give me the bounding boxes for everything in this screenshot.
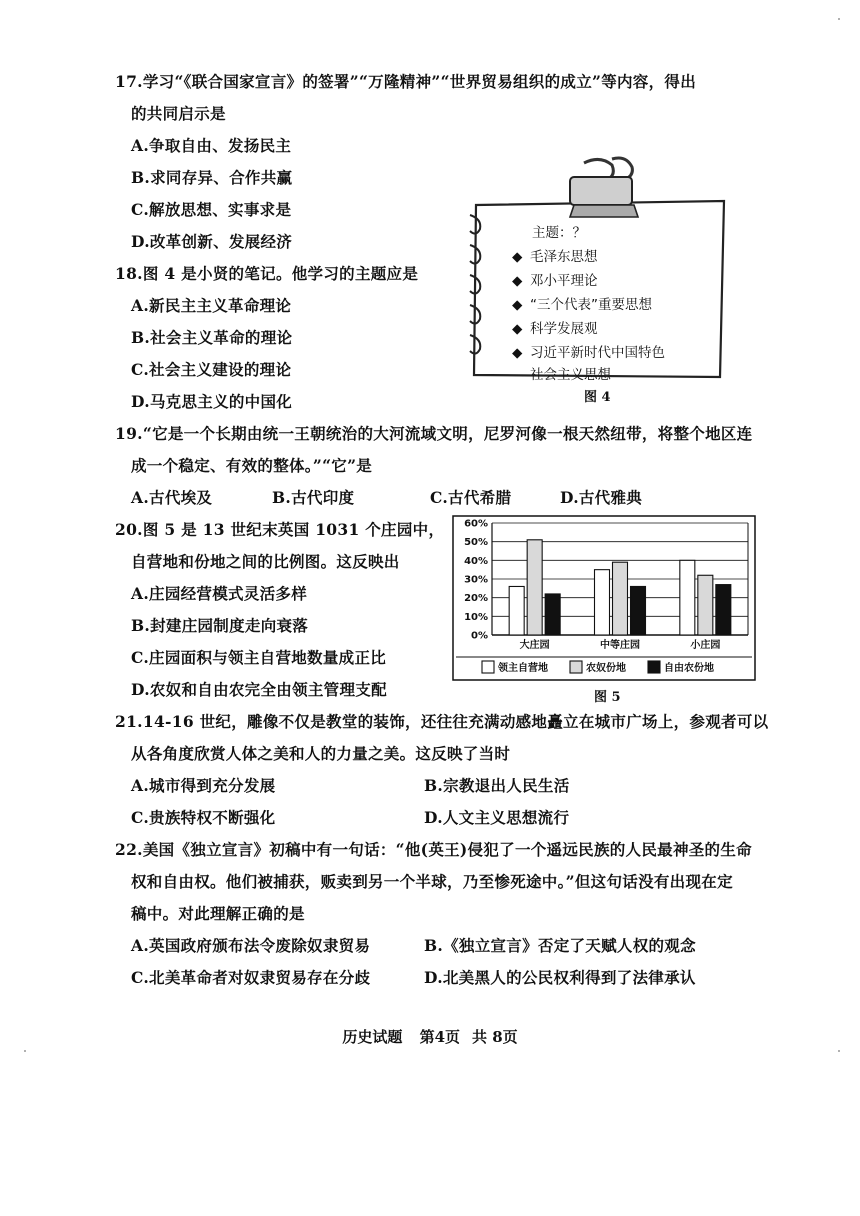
q22-option-d: D.北美黑人的公民权利得到了法律承认 <box>424 968 696 987</box>
x-category-label: 中等庄园 <box>600 640 640 651</box>
footer-total: 共 8页 <box>472 1028 518 1046</box>
diamond-icon: ◆ <box>512 321 523 337</box>
legend-swatch <box>482 661 494 673</box>
q20-stem-line1: 20.图 5 是 13 世纪末英国 1031 个庄园中， <box>115 520 445 539</box>
figure-4-caption: 图 4 <box>584 390 611 405</box>
q22-stem-line1: 22.美国《独立宣言》初稿中有一句话：“他(英王)侵犯了一个遥远民族的人民最神圣的生命 <box>115 840 752 859</box>
bar-2-2 <box>613 562 628 635</box>
scan-speck <box>838 1050 840 1052</box>
y-tick-label: 30% <box>464 574 488 586</box>
note-item-2: 邓小平理论 <box>530 273 598 289</box>
legend-label: 自由农份地 <box>664 663 714 674</box>
footer-subject: 历史试题 <box>342 1028 403 1046</box>
q19-option-d: D.古代雅典 <box>560 488 643 507</box>
q22-stem-line2: 权和自由权。他们被捕获，贩卖到另一个半球，乃至惨死途中。”但这句话没有出现在定 <box>131 872 733 891</box>
q19-stem-line2: 成一个稳定、有效的整体。”“它”是 <box>131 456 373 475</box>
note-title: 主题：？ <box>532 225 586 241</box>
scan-speck <box>838 18 840 20</box>
note-item-5-cont: 社会主义思想 <box>530 367 611 383</box>
bar-1-2 <box>595 570 610 635</box>
q20-option-b: B.封建庄园制度走向衰落 <box>131 616 309 635</box>
y-tick-label: 40% <box>464 555 488 567</box>
q19-option-a: A.古代埃及 <box>131 488 213 507</box>
q17-option-d: D.改革创新、发展经济 <box>131 232 293 251</box>
q17-option-a: A.争取自由、发扬民主 <box>131 136 292 155</box>
diamond-icon: ◆ <box>512 273 523 289</box>
note-item-5: 习近平新时代中国特色 <box>530 345 665 361</box>
page-footer <box>0 1026 860 1047</box>
q22-option-c: C.北美革命者对奴隶贸易存在分歧 <box>131 968 371 987</box>
note-item-3: “三个代表”重要思想 <box>530 297 652 313</box>
q17-option-c: C.解放思想、实事求是 <box>131 200 292 219</box>
bar-2-3 <box>698 575 713 635</box>
x-category-label: 大庄园 <box>519 640 550 651</box>
q19-option-c: C.古代希腊 <box>430 488 512 507</box>
bar-1-3 <box>680 560 695 635</box>
y-tick-label: 60% <box>464 518 488 530</box>
q18-option-a: A.新民主主义革命理论 <box>131 296 292 315</box>
bar-3-3 <box>716 585 731 635</box>
q20-option-d: D.农奴和自由农完全由领主管理支配 <box>131 680 387 699</box>
q20-option-c: C.庄园面积与领主自营地数量成正比 <box>131 648 387 667</box>
note-item-1: 毛泽东思想 <box>530 249 598 265</box>
legend-label: 领主自营地 <box>498 663 548 674</box>
x-category-label: 小庄园 <box>690 640 721 651</box>
diamond-icon: ◆ <box>512 345 523 361</box>
q17-stem-line2: 的共同启示是 <box>131 104 226 123</box>
q19-stem-line1: 19.“它是一个长期由统一王朝统治的大河流域文明，尼罗河像一根天然纽带，将整个地区连 <box>115 424 753 443</box>
figure-5-chart <box>452 515 756 681</box>
q20-stem-line2: 自营地和份地之间的比例图。这反映出 <box>131 552 400 571</box>
q17-option-b: B.求同存异、合作共赢 <box>131 168 293 187</box>
bar-3-2 <box>631 586 646 635</box>
scan-speck <box>24 1050 26 1052</box>
q17-stem-line1: 17.学习“《联合国家宣言》的签署”“万隆精神”“世界贸易组织的成立”等内容，得出 <box>115 72 697 91</box>
q22-stem-line3: 稿中。对此理解正确的是 <box>131 904 305 923</box>
q21-option-b: B.宗教退出人民生活 <box>424 776 570 795</box>
q18-option-d: D.马克思主义的中国化 <box>131 392 293 411</box>
q20-option-a: A.庄园经营模式灵活多样 <box>131 584 308 603</box>
footer-page: 第4页 <box>419 1028 460 1046</box>
q21-option-d: D.人文主义思想流行 <box>424 808 570 827</box>
legend-swatch <box>570 661 582 673</box>
y-tick-label: 50% <box>464 537 488 549</box>
legend-label: 农奴份地 <box>586 663 626 674</box>
binder-clip-icon <box>570 158 638 217</box>
diamond-icon: ◆ <box>512 297 523 313</box>
y-tick-label: 0% <box>471 630 488 642</box>
q21-stem-line1: 21.14-16 世纪，雕像不仅是教堂的装饰，还往往充满动感地矗立在城市广场上，参观者可以 <box>115 712 769 731</box>
q21-option-a: A.城市得到充分发展 <box>131 776 276 795</box>
bar-2-1 <box>527 540 542 635</box>
q22-option-b: B.《独立宣言》否定了天赋人权的观念 <box>424 936 696 955</box>
q18-stem-line1: 18.图 4 是小贤的笔记。他学习的主题应是 <box>115 264 419 283</box>
bar-1-1 <box>509 586 524 635</box>
bar-3-1 <box>545 594 560 635</box>
q19-option-b: B.古代印度 <box>272 488 355 507</box>
diamond-icon: ◆ <box>512 249 523 265</box>
note-item-4: 科学发展观 <box>530 321 598 337</box>
figure-5-caption: 图 5 <box>594 690 621 705</box>
q18-option-b: B.社会主义革命的理论 <box>131 328 293 347</box>
y-tick-label: 10% <box>464 611 488 623</box>
q21-option-c: C.贵族特权不断强化 <box>131 808 276 827</box>
figure-4-note <box>462 155 732 387</box>
legend-swatch <box>648 661 660 673</box>
y-tick-label: 20% <box>464 593 488 605</box>
q18-option-c: C.社会主义建设的理论 <box>131 360 292 379</box>
q21-stem-line2: 从各角度欣赏人体之美和人的力量之美。这反映了当时 <box>131 744 511 763</box>
q22-option-a: A.英国政府颁布法令废除奴隶贸易 <box>131 936 371 955</box>
